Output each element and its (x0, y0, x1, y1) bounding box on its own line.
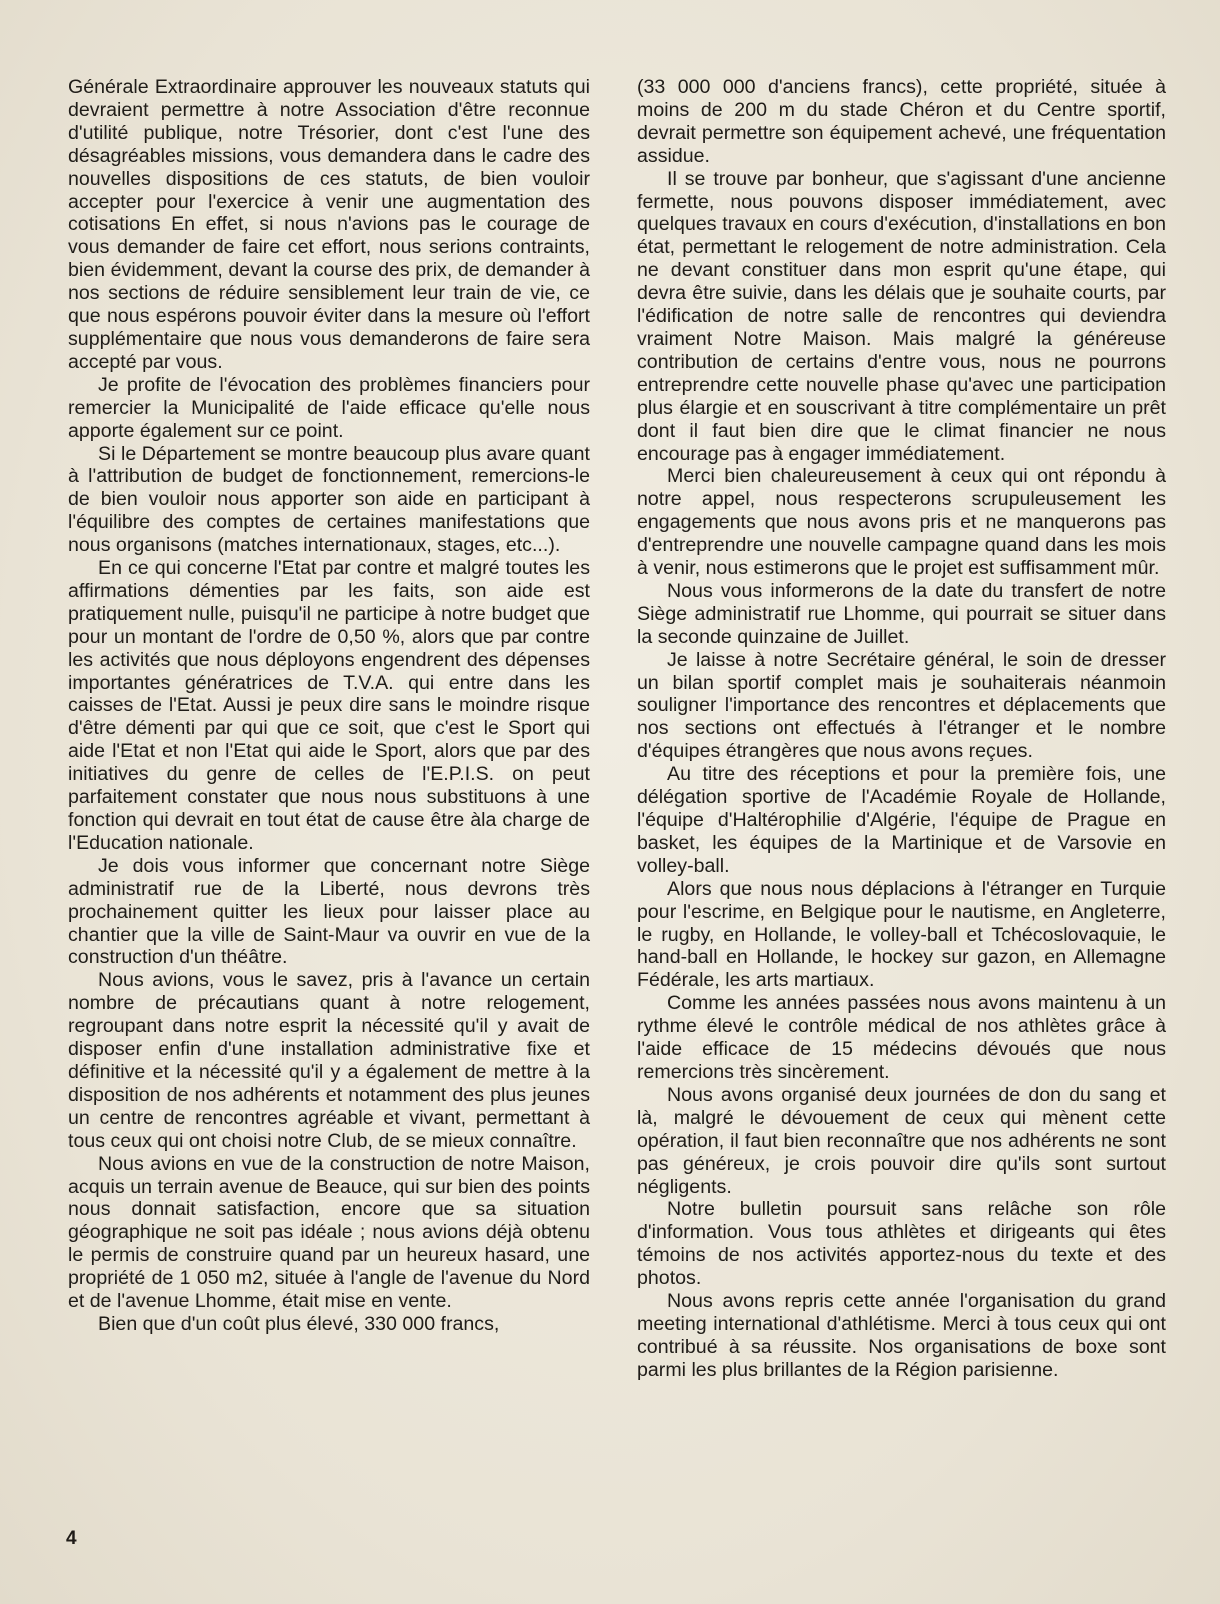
paragraph: Comme les années passées nous avons maintenu à un rythme élevé le contrôle médical de nos athlètes grâce à l'aide efficace de 15 médecins dévoués que nous remercions très sincèrement. (637, 992, 1166, 1083)
paragraph: Nous avons organisé deux journées de don du sang et là, malgré le dévouement de ceux qui mènent cette opération, il faut bien reconnaître que nos adhérents ne sont pas généreux, je crois pouvoir dire qu'ils sont surtout négligents. (637, 1083, 1166, 1198)
paragraph: Je profite de l'évocation des problèmes financiers pour remercier la Municipalité de l'aide efficace qu'elle nous apporte également sur ce point. (68, 373, 590, 442)
paragraph: Bien que d'un coût plus élevé, 330 000 francs, (98, 1312, 500, 1335)
paragraph: Notre bulletin poursuit sans relâche son rôle d'information. Vous tous athlètes et dirigeants qui êtes témoins de nos activités apportez-nous du texte et des photos. (637, 1198, 1166, 1290)
paragraph: Au titre des réceptions et pour la première fois, une délégation sportive de l'Académie Royale de Hollande, l'équipe d'Haltérophilie d'Algérie, l'équipe de Prague en basket, les équipes de la Martinique et de Varsovie en volley-ball. (637, 763, 1166, 877)
paragraph: Je dois vous informer que concernant notre Siège administratif rue de la Liberté, nous devrons très prochainement quitter les lieux pour laisser place au chantier que la ville de Saint-Maur va ouvrir en vue de la construction d'un théâtre. (68, 854, 590, 969)
right-text-column (637, 76, 1166, 1382)
paragraph: En ce qui concerne l'Etat par contre et malgré toutes les affirmations démenties par les faits, son aide est pratiquement nulle, puisqu'il ne participe à notre budget que pour un montant de l'ordre de 0,50 %, alors que par contre les activités que nous déployons engendrent des dépenses importantes génératrices de T.V.A. qui entre dans les caisses de l'Etat. Aussi je peux dire sans le moindre risque d'être démenti par qui que ce soit, que c'est le Sport qui aide l'Etat et non l'Etat qui aide le Sport, alors que par des initiatives du genre de celles de l'E.P.I.S. on peut parfaitement constater que nous nous substituons à une fonction qui devrait en tout état de cause être àla charge de l'Education nationale. (68, 557, 590, 854)
paragraph: Générale Extraordinaire approuver les nouveaux statuts qui devraient permettre à notre Association d'être reconnue d'utilité publique, notre Trésorier, dont c'est l'une des désagréables missions, vous demandera dans le cadre des nouvelles dispositions de ces statuts, de bien vouloir accepter pour l'exercice à venir une augmentation des cotisations En effet, si nous n'avions pas le courage de vous demander de faire cet effort, nous serions contraints, bien évidemment, devant la course des prix, de demander à nos sections de réduire sensiblement leur train de vie, ce que nous espérons pouvoir éviter dans la mesure où l'effort supplémentaire que nous vous demanderons de faire sera accepté par vous. (68, 76, 590, 373)
page-number: 4 (66, 1528, 77, 1549)
paragraph: Nous avons repris cette année l'organisation du grand meeting international d'athlétisme. Merci à tous ceux qui ont contribué à sa réussite. Nos organisations de boxe sont parmi les plus brillantes de la Région parisienne. (637, 1290, 1166, 1381)
paragraph: Alors que nous nous déplacions à l'étranger en Turquie pour l'escrime, en Belgique pour le nautisme, en Angleterre, le rugby, en Hollande, le volley-ball et Tchécoslovaquie, le hand-ball en Hollande, le hockey sur gazon, en Allemagne Fédérale, les arts martiaux. (637, 877, 1166, 992)
paragraph: Il se trouve par bonheur, que s'agissant d'une ancienne fermette, nous pouvons disposer immédiatement, avec quelques travaux en cours d'exécution, d'installations en bon état, permettant le relogement de notre administration. Cela ne devant constituer dans mon esprit qu'une étape, qui devra être suivie, dans les délais que je souhaite courts, par l'édification de notre salle de rencontres qui deviendra vraiment Notre Maison. Mais malgré la généreuse contribution de certains d'entre vous, nous ne pourrons entreprendre cette nouvelle phase qu'avec une participation plus élargie et en souscrivant à titre complémentaire un prêt dont il faut bien dire que le climat financier ne nous encourage pas à engager immédiatement. (637, 167, 1166, 465)
paragraph: Je laisse à notre Secrétaire général, le soin de dresser un bilan sportif complet mais je souhaiterais néanmoin souligner l'importance des rencontres et déplacements que nos sections ont effectués à l'étranger et le nombre d'équipes étrangères que nous avons reçues. (637, 648, 1166, 763)
left-text-column (68, 76, 590, 1336)
paragraph: Si le Département se montre beaucoup plus avare quant à l'attribution de budget de fonctionnement, remercions-le de bien vouloir nous apporter son aide en participant à l'équilibre des comptes de certaines manifestations que nous organisons (matches internationaux, stages, etc...). (68, 442, 590, 557)
paragraph: Merci bien chaleureusement à ceux qui ont répondu à notre appel, nous respecterons scrupuleusement les engagements que nous avons pris et ne manquerons pas d'entreprendre une nouvelle campagne quand dans les mois à venir, nous estimerons que le projet est suffisamment mûr. (637, 465, 1166, 580)
paragraph: Nous avions, vous le savez, pris à l'avance un certain nombre de précautians quant à notre relogement, regroupant dans notre esprit la nécessité qu'il y avait de disposer enfin d'une installation administrative fixe et définitive et la nécessité qu'il y a également de mettre à la disposition de nos adhérents et notamment des plus jeunes un centre de rencontres agréable et vivant, permettant à tous ceux qui ont choisi notre Club, de se mieux connaître. (68, 969, 590, 1152)
paragraph: Nous avions en vue de la construction de notre Maison, acquis un terrain avenue de Beauce, qui sur bien des points nous donnait satisfaction, encore que sa situation géographique ne soit pas idéale ; nous avions déjà obtenu le permis de construire quand par un heureux hasard, une propriété de 1 050 m2, située à l'angle de l'avenue du Nord et de l'avenue Lhomme, était mise en vente. (68, 1152, 590, 1313)
paragraph: Nous vous informerons de la date du transfert de notre Siège administratif rue Lhomme, qui pourrait se situer dans la seconde quinzaine de Juillet. (637, 579, 1166, 648)
paragraph: (33 000 000 d'anciens francs), cette propriété, située à moins de 200 m du stade Chéron et du Centre sportif, devrait permettre son équipement achevé, une fréquentation assidue. (637, 76, 1166, 167)
